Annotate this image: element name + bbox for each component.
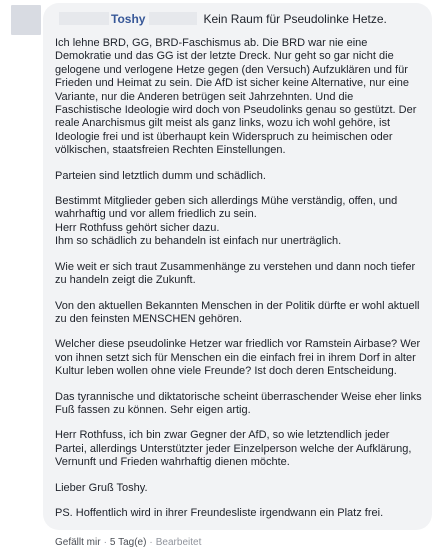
comment-bubble (43, 3, 432, 530)
separator: · (103, 537, 107, 548)
comment-paragraph: PS. Hoffentlich wird in ihrer Freundesliste irgendwann ein Platz frei. (55, 506, 384, 519)
comment-footer (55, 537, 201, 549)
separator: · (149, 537, 153, 548)
comment-paragraph: Wie weit er sich traut Zusammenhänge zu verstehen und dann noch tiefer zu handeln zeigt die Zukunft. (55, 260, 416, 287)
edited-label: Bearbeitet (155, 537, 202, 548)
comment-text (55, 37, 422, 520)
comment-paragraph: Das tyrannische und diktatorische scheint überraschender Weise eher links Fuß fassen zu können. Sehr eigen artig. (55, 390, 422, 416)
comment-paragraph: Parteien sind letztlich dumm und schädlich. (55, 169, 266, 182)
comment-author[interactable]: Toshy (111, 12, 146, 26)
comment-headline: Kein Raum für Pseudolinke Hetze. (203, 12, 387, 26)
comment-paragraph: Welcher diese pseudolinke Hetzer war friedlich vor Ramstein Airbase? Wer von ihnen setzt sich für Menschen ein die einfach frei in ihrem Dorf in alter Kultur leben wollen ohne viele Freunde? Ist doch deren Entscheidung. (55, 338, 421, 378)
redacted-name-suffix (149, 12, 197, 25)
comment-paragraph: Bestimmt Mitglieder geben sich allerdings Mühe verständig, offen, und wahrhaftig und vor allem friedlich zu sein. Herr Rothfuss gehört sicher dazu. Ihm so schädlich zu behandeln ist einfach nur unerträglich. (55, 195, 398, 248)
timestamp-link[interactable]: 5 Tag(e) (109, 537, 147, 548)
comment-paragraph: Ich lehne BRD, GG, BRD-Faschismus ab. Die BRD war nie eine Demokratie und das GG ist der letzte Dreck. Nur geht so gar nicht die gelogene und verlogene Hetze gegen (den Versuch) Aufzuklären und für Frieden und Heimat zu sein. Die AfD ist sicher keine Alternative, nur eine Variante, nur die Anderen betrügen seit Jahrzehnten. Und die Faschistische Ideologie wird doch von Pseudolinks genau so gestützt. Der reale Anarchismus gilt meist als ganz links, wozu ich wohl gehöre, ist Ideologie frei und ist überhaupt kein Widerspruch zu heimischen oder völkischen, staatsfreien Rechten Einstellungen. (55, 37, 417, 157)
comment-header (55, 11, 422, 27)
comment-paragraph: Herr Rothfuss, ich bin zwar Gegner der AfD, so wie letztendlich jeder Partei, allerdings Unterstützter jeder Einzelperson welche der Aufklärung, Vernunft und Frieden wahrhaftig dienen möchte. (55, 429, 412, 469)
comment-paragraph: Lieber Gruß Toshy. (55, 481, 148, 494)
like-link[interactable]: Gefällt mir (55, 537, 101, 548)
redacted-name-prefix (59, 12, 109, 25)
avatar[interactable] (11, 5, 41, 35)
comment-paragraph: Von den aktuellen Bekannten Menschen in der Politik dürfte er wohl aktuell zu den feinsten MENSCHEN gehören. (55, 299, 420, 325)
